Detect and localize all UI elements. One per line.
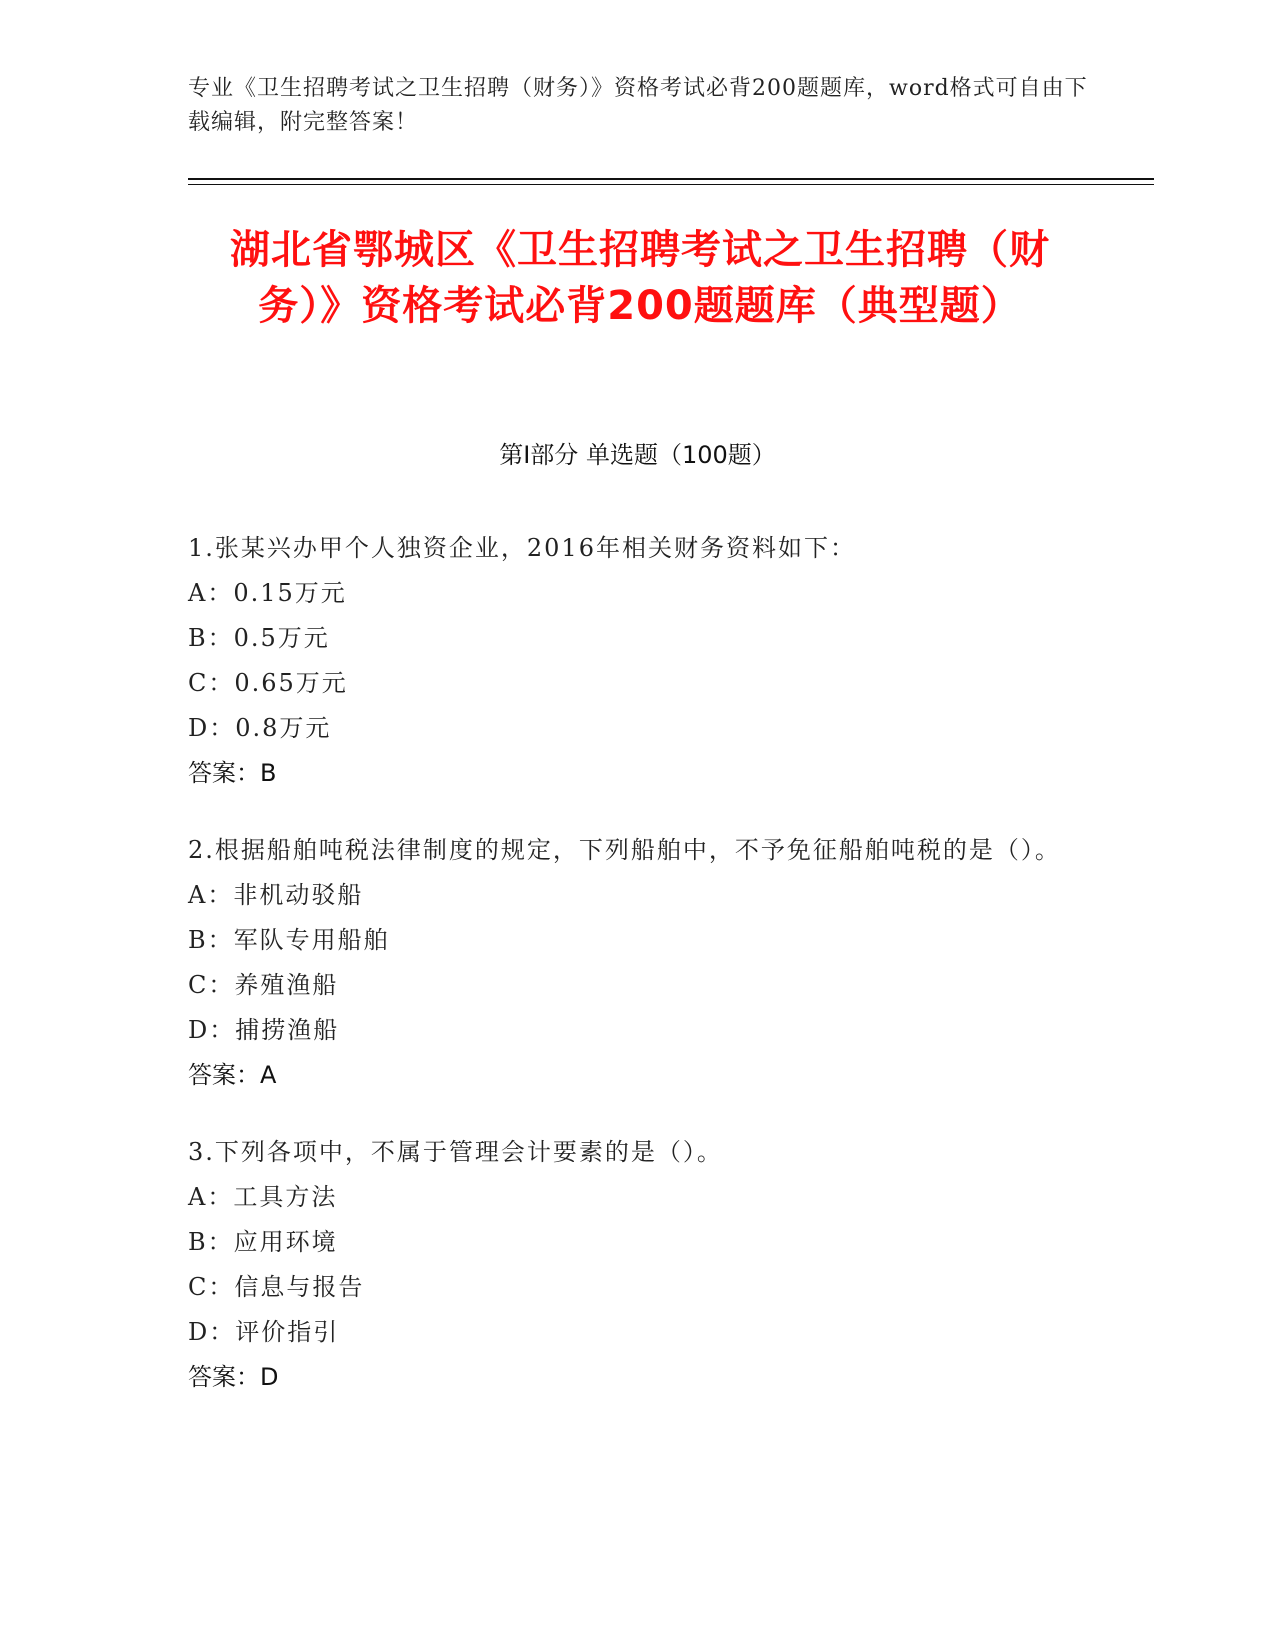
question-item [188, 1130, 1088, 1400]
question-stem: 3.下列各项中，不属于管理会计要素的是（）。 [188, 1138, 723, 1166]
question-item [188, 828, 1088, 1098]
question-stem: 2.根据船舶吨税法律制度的规定，下列船舶中，不予免征船舶吨税的是（）。 [188, 836, 1061, 864]
option-b: B：军队专用船舶 [188, 926, 390, 954]
answer-line: 答案：D [188, 1363, 279, 1391]
question-item [188, 526, 1088, 796]
question-list [188, 526, 1088, 1432]
option-c: C：养殖渔船 [188, 971, 339, 999]
option-d: D：评价指引 [188, 1318, 340, 1346]
option-d: D：0.8万元 [188, 714, 332, 742]
option-b: B：0.5万元 [188, 624, 330, 652]
option-a: A：0.15万元 [188, 579, 347, 607]
section-title: 第I部分 单选题（100题） [499, 441, 776, 469]
option-a: A：工具方法 [188, 1183, 338, 1211]
option-b: B：应用环境 [188, 1228, 338, 1256]
answer-line: 答案：B [188, 759, 277, 787]
option-c: C：0.65万元 [188, 669, 348, 697]
question-stem: 1.张某兴办甲个人独资企业，2016年相关财务资料如下： [188, 534, 856, 562]
header-divider-thin [188, 184, 1154, 185]
option-c: C：信息与报告 [188, 1273, 365, 1301]
option-a: A：非机动驳船 [188, 881, 364, 909]
document-title: 湖北省鄂城区《卫生招聘考试之卫生招聘（财务）》资格考试必背200题题库（典型题） [230, 227, 1050, 329]
header-divider-thick [188, 178, 1154, 180]
header-note: 专业《卫生招聘考试之卫生招聘（财务）》资格考试必背200题题库，word格式可自由下载编辑，附完整答案！ [188, 76, 1088, 135]
option-d: D：捕捞渔船 [188, 1016, 340, 1044]
answer-line: 答案：A [188, 1061, 277, 1089]
